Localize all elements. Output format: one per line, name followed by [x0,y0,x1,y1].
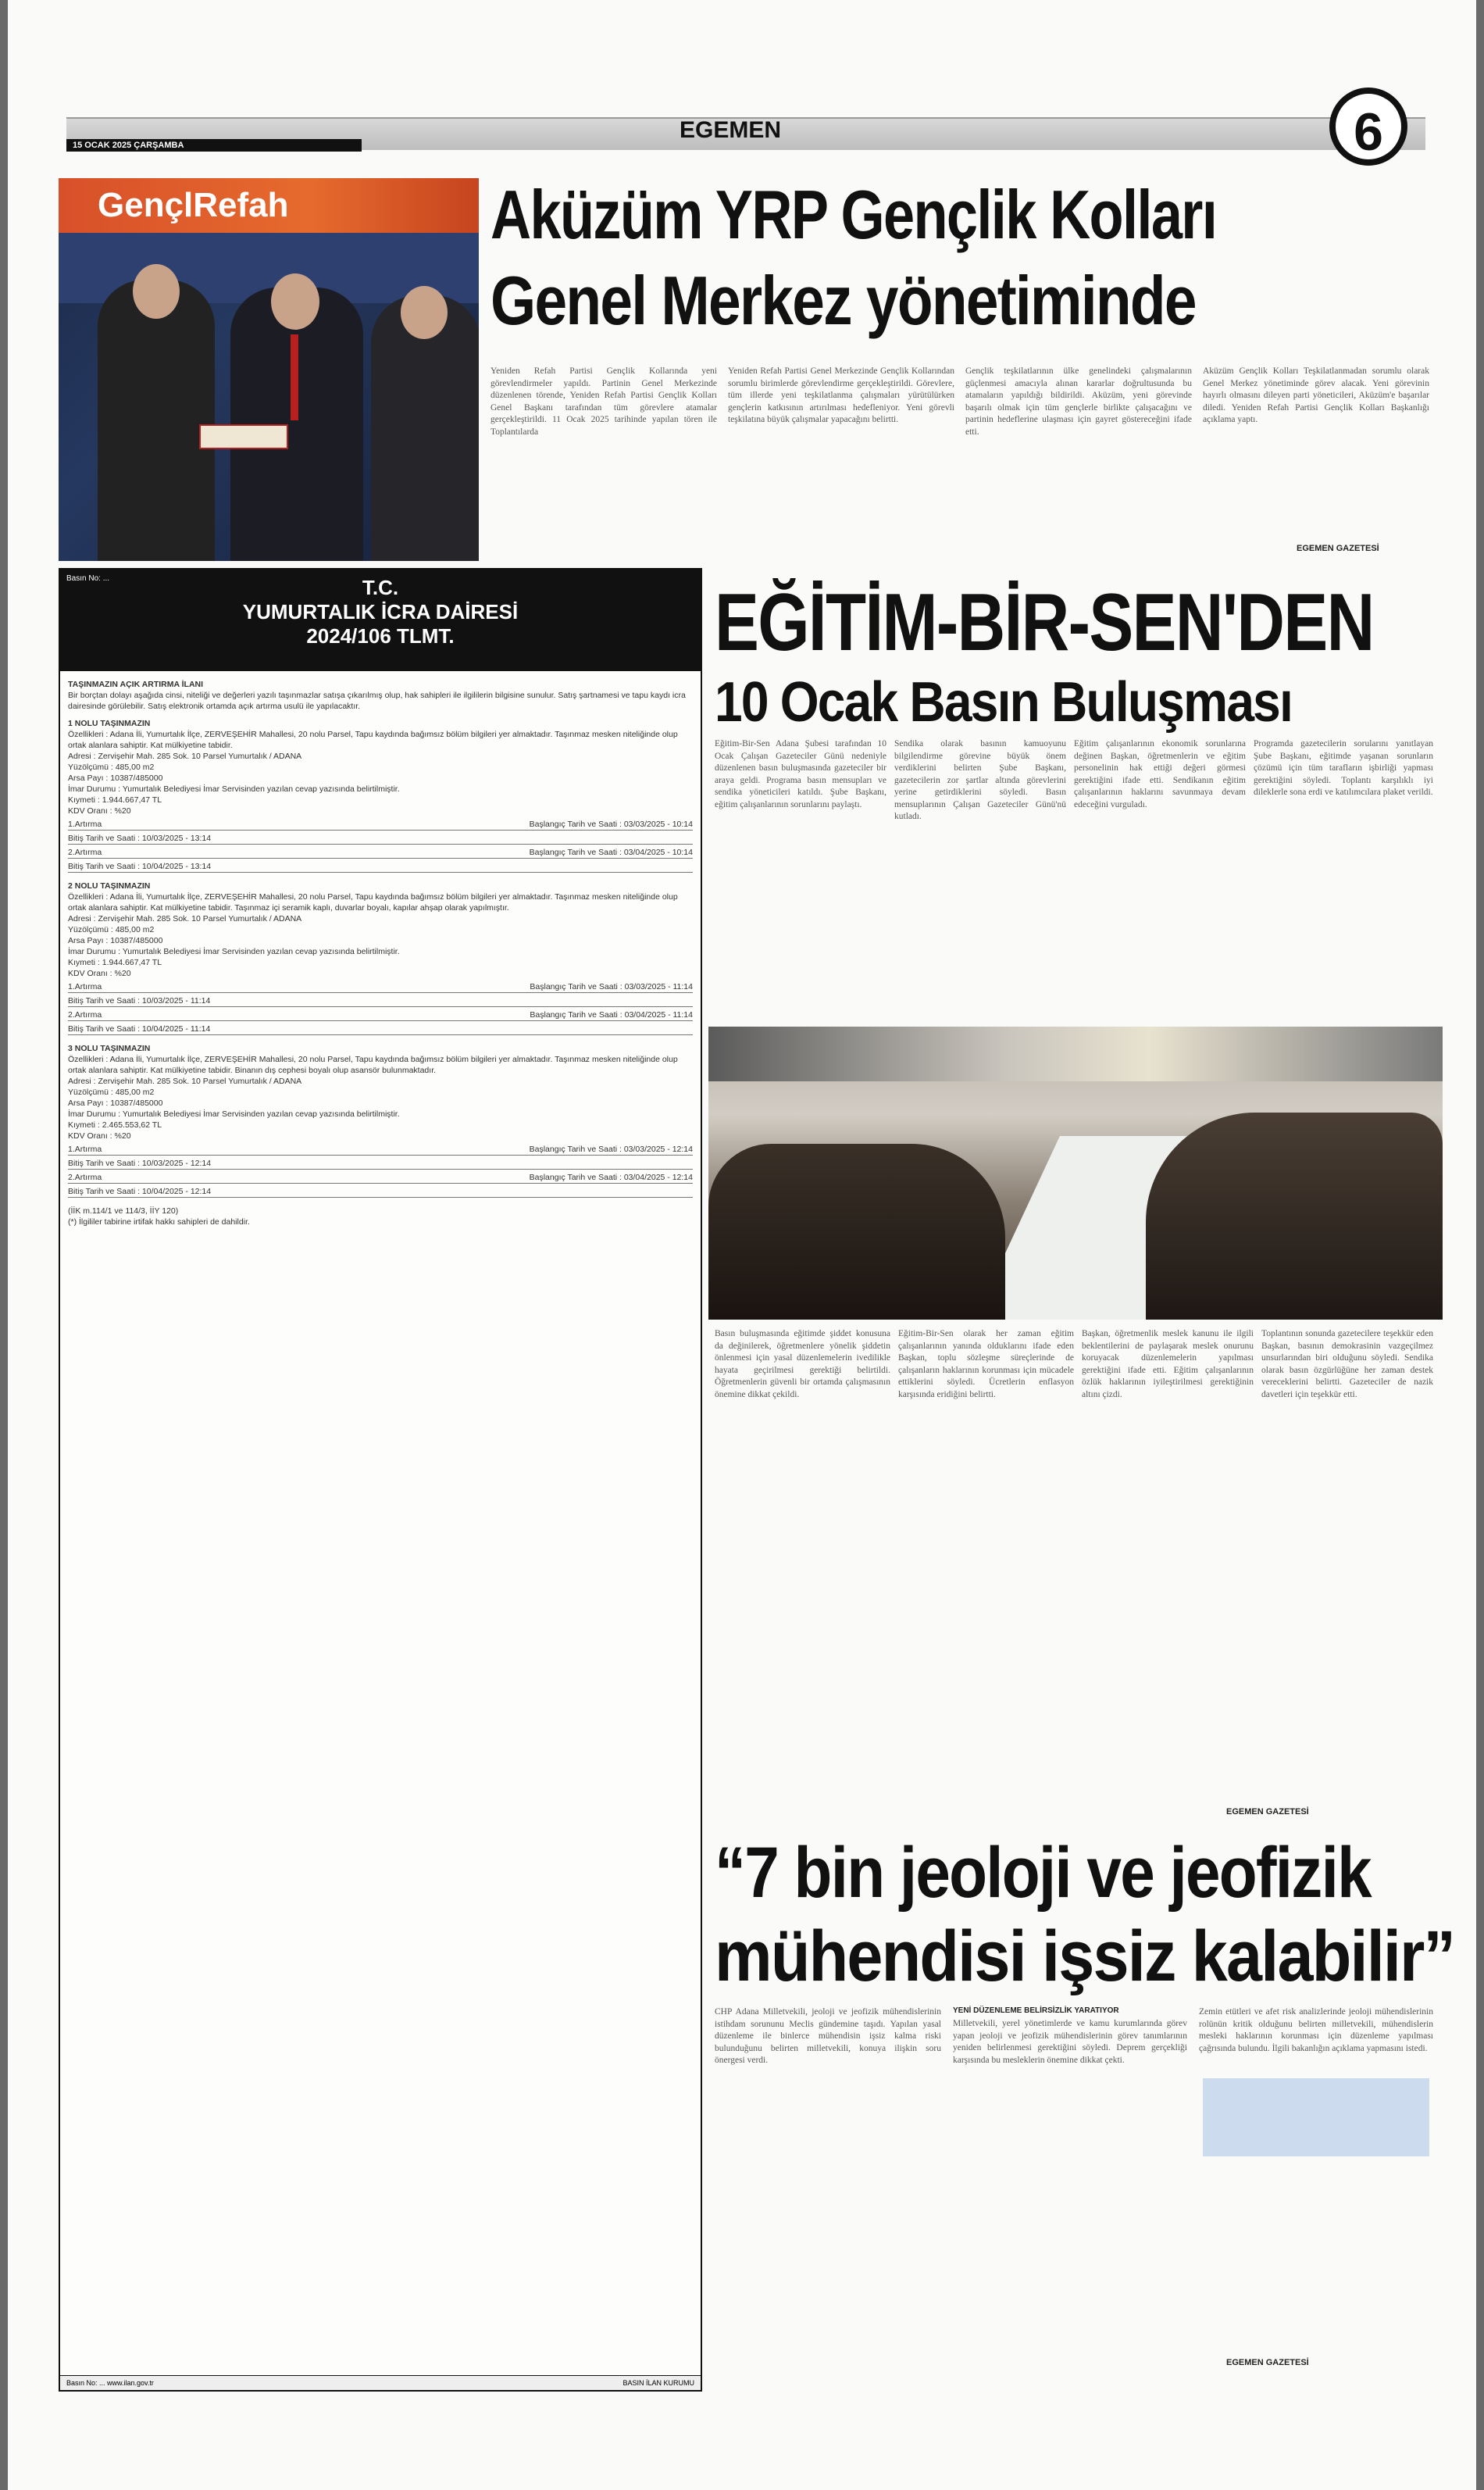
notice-auction-row [68,981,693,993]
article1-signature: EGEMEN GAZETESİ [1297,544,1379,553]
article2-signature: EGEMEN GAZETESİ [1226,1807,1309,1817]
notice-item-second-date: Başlangıç Tarih ve Saati : 03/04/2025 - 12:14 [529,1173,693,1182]
notice-item-area: Yüzölçümü : 485,00 m2 [68,925,155,934]
notice-item-address: Adresi : Zervişehir Mah. 285 Sok. 10 Parsel Yumurtalık / ADANA [68,752,302,761]
notice-item [68,1043,693,1198]
notice-footer-note: (İİK m.114/1 ve 114/3, İİY 120) [68,1206,179,1216]
photo-banner [59,178,479,233]
notice-auction-row [68,847,693,859]
date-line: 15 OCAK 2025 ÇARŞAMBA [66,139,362,152]
article3-col3: Zemin etütleri ve afet risk analizlerinde jeoloji mühendislerinin rolünün kritik olduğunu belirten milletvekili, mühendislerin mesleki haklarının korunması için düzenleme yapılması çağrısında bulundu. İlgili bakanlığın açıklama yapmasını istedi. [1199,2007,1433,2053]
notice-auction-row [68,861,693,873]
notice-item-second-date: Başlangıç Tarih ve Saati : 03/04/2025 - 11:14 [530,1010,693,1020]
article2-photo [708,1027,1443,1320]
photo-certificate [199,424,288,449]
notice-item-share: Arsa Payı : 10387/485000 [68,1099,163,1108]
article2-col5: Basın buluşmasında eğitimde şiddet konusuna da değinilerek, öğretmenlere yönelik şiddetin önlenmesi için yasal düzenlemelerin ivedilikle hayata geçirilmesi gerektiği belirtildi. Öğretmenlerin güvenli bir ortamda çalışmasının önemine dikkat çekildi. [715,1329,890,1399]
notice-item-share: Arsa Payı : 10387/485000 [68,773,163,783]
article1-col4: Aküzüm Gençlik Kolları Teşkilatlanmadan sorumlu olarak Genel Merkez yönetiminde görev alacak. Yeni görevinin hayırlı olmasını dileyen parti yöneticileri, Aküzüm'e başarılar diledi. Yeniden Refah Partisi Gençlik Kolları Başkanlığı açıklama yaptı. [1203,366,1429,424]
article3-headline-line2: mühendisi işsiz kalabilir” [715,1917,1455,1996]
notice-item-address: Adresi : Zervişehir Mah. 285 Sok. 10 Parsel Yumurtalık / ADANA [68,914,302,923]
article2-headline-line2: 10 Ocak Basın Buluşması [715,671,1293,734]
notice-ref: Basın No: ... [66,574,110,583]
notice-item-second-date: Başlangıç Tarih ve Saati : 03/04/2025 - 10:14 [529,848,693,857]
notice-auction-row [68,1009,693,1021]
notice-footer-bar [60,2375,701,2390]
article1-photo [59,178,479,561]
article2-col7: Başkan, öğretmenlik meslek kanunu ile ilgili beklentilerini de paylaşarak meslek onurunu koruyacak düzenlemelerin yapılması gerektiğini ifade etti. Eğitim çalışanlarının özlük haklarının iyileştirilmesi gerektiğinin altını çizdi. [1082,1329,1254,1399]
notice-item-zoning: İmar Durumu : Yumurtalık Belediyesi İmar Servisinden yazılan cevap yazısında belirtilmiştir. [68,947,400,956]
notice-body [68,679,693,1227]
notice-item-first-label: 1.Artırma [68,1145,102,1154]
notice-title-3: 2024/106 TLMT. [306,624,455,648]
notice-item-second-end: Bitiş Tarih ve Saati : 10/04/2025 - 13:14 [68,862,212,871]
notice-item-desc: Özellikleri : Adana İli, Yumurtalık İlçe, ZERVEŞEHİR Mahallesi, 20 nolu Parsel, Tapu kaydında bağımsız bölüm bilgileri yer almaktadır. Taşınmaz mesken niteliğinde olup ortak alanlara sahiptir. Kat mülkiyetine tabidir. [68,730,678,750]
article1-headline-line1: Aküzüm YRP Gençlik Kolları [491,176,1217,253]
notice-item-value: Kıymeti : 2.465.553,62 TL [68,1120,162,1130]
notice-item-value: Kıymeti : 1.944.667,47 TL [68,958,162,967]
article3-signature: EGEMEN GAZETESİ [1226,2358,1309,2367]
article1-col3: Gençlik teşkilatlarının ülke genelindeki çalışmalarının güçlenmesi amacıyla alınan kararlar doğrultusunda bu atamaların yapıldığı bildirildi. Aküzüm, yeni görevinde başarılı olmak için tüm gençlerle birlikte çalışacağını ve partinin hedeflerine ulaşması için gayret göstereceğini ifade etti. [965,366,1192,437]
article1-col2: Yeniden Refah Partisi Genel Merkezinde Gençlik Kollarından sorumlu birimlerde görevlendirme gerçekleştirildi. Görevlere, tüm illerde yeni teşkilatlanma çalışmaları yürütülürken gençlerin katkısının artırılması hedefleniyor. Yeni görevli teşkilatına büyük çalışmalar yapacağını belirtti. [728,366,954,424]
photo-tie [291,334,298,420]
notice-footer-note2: (*) İlgililer tabirine irtifak hakkı sahipleri de dahildir. [68,1217,250,1227]
photo-person-1 [98,280,215,561]
notice-bottom-left: Basın No: ... www.ilan.gov.tr [66,2379,154,2387]
notice-item-zoning: İmar Durumu : Yumurtalık Belediyesi İmar Servisinden yazılan cevap yazısında belirtilmiştir. [68,784,400,794]
photo-banner-text: GençlRefah [98,186,289,224]
page-number-badge: 6 [1329,88,1407,166]
notice-item-no: 1 NOLU TAŞINMAZIN [68,719,151,728]
article3-headline-line1: “7 bin jeoloji ve jeofizik [715,1833,1371,1913]
notice-auction-row [68,1172,693,1184]
notice-auction-row [68,1186,693,1198]
notice-item-second-end: Bitiş Tarih ve Saati : 10/04/2025 - 11:14 [68,1024,211,1034]
article3-col2-wrap [953,2006,1187,2389]
notice-item-first-date: Başlangıç Tarih ve Saati : 03/03/2025 - 11:14 [530,982,693,991]
notice-item-second-label: 2.Artırma [68,848,102,857]
legal-notice-box [59,568,702,2392]
article2-headline-line1: EĞİTİM-BİR-SEN'DEN [715,577,1374,668]
photo-head-2 [271,273,319,330]
notice-intro: Bir borçtan dolayı aşağıda cinsi, niteliği ve değerleri yazılı taşınmazlar satışa çıkarılmış olup, hak sahipleri ile ilgililerin bilgisine sunulur. Satış şartnamesi ve tapu kaydı icra dairesinde görülebilir. Satış elektronik ortamda açık artırma usulü ile yapılacaktır. [68,691,686,711]
article2-col4: Programda gazetecilerin sorularını yanıtlayan Şube Başkanı, eğitimde yaşanan sorunların çözümü için tüm tarafların işbirliği yapması gerektiğini söyledi. Toplantı karşılıklı iyi dileklerle sona erdi ve katılımcılara plaket verildi. [1254,739,1433,797]
article2-col8: Toplantının sonunda gazetecilere teşekkür eden Başkan, basının demokrasinin vazgeçilmez unsurlarından biri olduğunu söyledi. Sendika olarak basın özgürlüğüne her zaman destek vereceklerini belirtti. Gazeteciler de nazik davetleri için teşekkür etti. [1261,1329,1433,1399]
notice-item-second-label: 2.Artırma [68,1010,102,1020]
notice-subtitle: TAŞINMAZIN AÇIK ARTIRMA İLANI [68,680,204,689]
photo-ceiling [708,1027,1443,1081]
article2-col2: Sendika olarak basının kamuoyunu bilgilendirme görevine büyük önem verdiklerini belirten Şube Başkanı, gazetecilerin zor şartlar altında görevlerini yerine getirdiklerini söyledi. Basın mensuplarının Çalışan Gazeteciler Günü'nü kutladı. [894,739,1066,821]
notice-item-first-date: Başlangıç Tarih ve Saati : 03/03/2025 - 12:14 [529,1145,693,1154]
notice-auction-row [68,1158,693,1170]
notice-item-first-label: 1.Artırma [68,820,102,829]
notice-item-second-end: Bitiş Tarih ve Saati : 10/04/2025 - 12:14 [68,1187,212,1196]
article1-col1: Yeniden Refah Partisi Gençlik Kollarında yeni görevlendirmeler yapıldı. Partinin Genel Merkezinde düzenlenen törende, Yeniden Refah Partisi Gençlik Kolları Genel Başkanı tarafından tüm görevlere atamalar gerçekleştirildi. 11 Ocak 2025 tarihinde yapılan tören ile Toplantılarda [491,366,717,437]
notice-header [60,570,701,671]
photo-head-3 [401,286,448,339]
article3-col1: CHP Adana Milletvekili, jeoloji ve jeofizik mühendislerinin istihdam sorununu Meclis gündemine taşıdı. Yapılan yasal düzenleme ile binlerce mühendisin işsiz kalma riski bulunduğunu belirten milletvekili, konuya ilişkin soru önergesi verdi. [715,2007,941,2065]
article2-col3: Eğitim çalışanlarının ekonomik sorunlarına değinen Başkan, öğretmenlerin ve eğitim personelinin hak ettiği değeri görmesi gerektiğini ifade etti. Sendikanın eğitim çalışanlarının haklarını savunmaya devam edeceğini vurguladı. [1074,739,1246,809]
notice-item-desc: Özellikleri : Adana İli, Yumurtalık İlçe, ZERVEŞEHİR Mahallesi, 20 nolu Parsel, Tapu kaydında bağımsız bölüm bilgileri yer almaktadır. Taşınmaz mesken niteliğinde olup ortak alanlara sahiptir. Kat mülkiyetine tabidir. Binanın dış cephesi boyalı olup asansör bulunmaktadır. [68,1055,678,1075]
article1-headline-line2: Genel Merkez yönetiminde [491,262,1196,339]
notice-item-first-label: 1.Artırma [68,982,102,991]
notice-item-value: Kıymeti : 1.944.667,47 TL [68,795,162,805]
notice-bottom-right: BASIN İLAN KURUMU [622,2379,694,2387]
notice-title-2: YUMURTALIK İCRA DAİRESİ [242,600,519,623]
notice-item-desc: Özellikleri : Adana İli, Yumurtalık İlçe, ZERVEŞEHİR Mahallesi, 20 nolu Parsel, Tapu kaydında bağımsız bölüm bilgileri yer almaktadır. Taşınmaz mesken niteliğinde olup ortak alanlara sahiptir. Kat mülkiyetine tabidir. Taşınmaz içi seramik kaplı, duvarlar boyalı, kapılar ahşap olarak yapılmıştır. [68,892,678,913]
notice-item-vat: KDV Oranı : %20 [68,969,131,978]
notice-item-no: 3 NOLU TAŞINMAZIN [68,1044,151,1053]
notice-item-area: Yüzölçümü : 485,00 m2 [68,763,155,772]
notice-auction-row [68,995,693,1007]
notice-item-address: Adresi : Zervişehir Mah. 285 Sok. 10 Parsel Yumurtalık / ADANA [68,1077,302,1086]
notice-auction-row [68,833,693,845]
photo-guests-left [708,1144,1005,1320]
notice-item-first-end: Bitiş Tarih ve Saati : 10/03/2025 - 12:14 [68,1159,212,1168]
notice-item-second-label: 2.Artırma [68,1173,102,1182]
notice-item-zoning: İmar Durumu : Yumurtalık Belediyesi İmar Servisinden yazılan cevap yazısında belirtilmiştir. [68,1109,400,1119]
text-selection-highlight [1203,2078,1429,2156]
article3-subhead: YENİ DÜZENLEME BELİRSİZLİK YARATIYOR [953,2006,1119,2015]
article2-col1: Eğitim-Bir-Sen Adana Şubesi tarafından 10 Ocak Çalışan Gazeteciler Günü nedeniyle düzenlenen basın buluşmasında gazeteciler bir araya geldi. Programa basın mensupları ve sendika yöneticileri katıldı. Şube Başkanı, eğitim çalışanlarının sorunlarını paylaştı. [715,739,886,809]
photo-head-1 [133,264,180,319]
paper-logo: EGEMEN [680,117,782,143]
article2-col6: Eğitim-Bir-Sen olarak her zaman eğitim çalışanlarının yanında olduklarını ifade eden Başkan, toplu sözleşme süreçlerinde de çalışanların haklarının korunması için mücadele ettiklerini söyledi. Ücretlerin enflasyon karşısında eridiğini belirtti. [898,1329,1074,1399]
notice-auction-row [68,1144,693,1156]
notice-item-vat: KDV Oranı : %20 [68,1131,131,1141]
notice-item-vat: KDV Oranı : %20 [68,806,131,816]
notice-title-1: T.C. [362,576,399,599]
notice-auction-row [68,819,693,831]
notice-item-area: Yüzölçümü : 485,00 m2 [68,1088,155,1097]
notice-items [68,718,693,1198]
notice-item-no: 2 NOLU TAŞINMAZIN [68,881,151,891]
notice-item [68,881,693,1035]
notice-item-first-end: Bitiş Tarih ve Saati : 10/03/2025 - 13:14 [68,834,212,843]
notice-item-first-date: Başlangıç Tarih ve Saati : 03/03/2025 - 10:14 [529,820,693,829]
notice-item-first-end: Bitiş Tarih ve Saati : 10/03/2025 - 11:14 [68,996,211,1006]
photo-guests-right [1146,1113,1443,1320]
notice-auction-row [68,1024,693,1035]
newspaper-page [8,0,1476,2490]
notice-item [68,718,693,873]
notice-item-share: Arsa Payı : 10387/485000 [68,936,163,945]
article3-col2: Milletvekili, yerel yönetimlerde ve kamu kurumlarında görev yapan jeoloji ve jeofizik mühendislerinin görev tanımlarının yeniden belirlenmesi gerektiğini söyledi. Deprem gerçekliği karşısında bu mesleklerin önemine dikkat çekti. [953,2019,1187,2065]
